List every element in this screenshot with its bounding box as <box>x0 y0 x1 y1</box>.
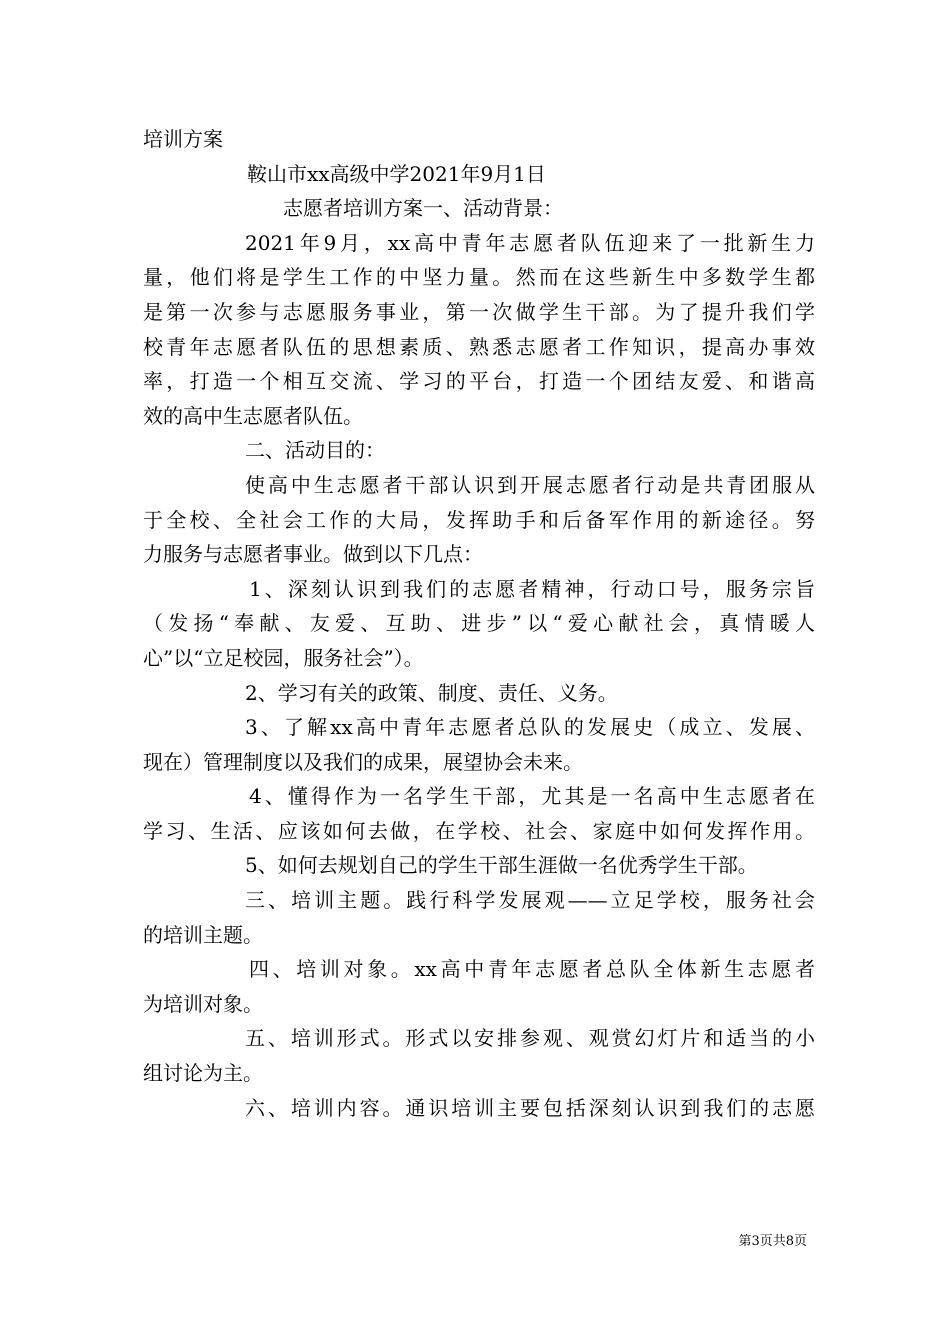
paragraph-line: 率，打造一个相互交流、学习的平台，打造一个团结友爱、和谐高 <box>143 369 815 394</box>
list-item-5: 5、如何去规划自己的学生干部生涯做一名优秀学生干部。 <box>245 853 758 878</box>
paragraph-line: 现在）管理制度以及我们的成果，展望协会未来。 <box>143 749 583 774</box>
paragraph-line: 校青年志愿者队伍的思想素质、熟悉志愿者工作知识，提高办事效 <box>143 334 815 359</box>
section-heading-target: 四、培训对象。xx高中青年志愿者总队全体新生志愿者 <box>249 957 815 982</box>
paragraph-line: 2021年9月，xx高中青年志愿者队伍迎来了一批新生力 <box>245 230 815 255</box>
paragraph-line: 为培训对象。 <box>143 991 263 1016</box>
heading-title: 培训方案 <box>143 127 223 151</box>
section-heading-theme: 三、培训主题。践行科学发展观——立足学校，服务社会 <box>245 888 815 913</box>
paragraph-line: 于全校、全社会工作的大局，发挥助手和后备军作用的新途径。努 <box>143 507 815 532</box>
paragraph-line: 力服务与志愿者事业。做到以下几点： <box>143 542 483 567</box>
paragraph-line: 心”以“立足校园，服务社会”）。 <box>143 645 424 670</box>
page-number: 第3页共8页 <box>738 1234 807 1249</box>
section-heading-format: 五、培训形式。形式以安排参观、观赏幻灯片和适当的小 <box>245 1026 815 1051</box>
list-item-4: 4、懂得作为一名学生干部，尤其是一名高中生志愿者在 <box>249 784 815 809</box>
paragraph-line: 学习、生活、应该如何去做，在学校、社会、家庭中如何发挥作用。 <box>143 818 815 843</box>
list-item-1: 1、深刻认识到我们的志愿者精神，行动口号，服务宗旨 <box>249 576 815 601</box>
document-body <box>143 122 815 1125</box>
paragraph-line: 使高中生志愿者干部认识到开展志愿者行动是共青团服从 <box>245 472 815 497</box>
school-date-line: 鞍山市xx高级中学2021年9月1日 <box>247 161 546 186</box>
paragraph-line: （发扬“奉献、友爱、互助、进步”以“爱心献社会，真情暖人 <box>143 611 815 636</box>
paragraph-line: 的培训主题。 <box>143 922 263 947</box>
list-item-3: 3、了解xx高中青年志愿者总队的发展史（成立、发展、 <box>245 715 815 740</box>
section-heading-background: 志愿者培训方案一、活动背景： <box>283 196 563 221</box>
section-heading-content: 六、培训内容。通识培训主要包括深刻认识到我们的志愿 <box>245 1095 815 1120</box>
list-item-2: 2、学习有关的政策、制度、责任、义务。 <box>245 680 618 705</box>
paragraph-line: 组讨论为主。 <box>143 1061 263 1086</box>
section-heading-purpose: 二、活动目的： <box>245 438 385 463</box>
paragraph-line: 效的高中生志愿者队伍。 <box>143 403 363 428</box>
paragraph-line: 是第一次参与志愿服务事业，第一次做学生干部。为了提升我们学 <box>143 299 815 324</box>
paragraph-line: 量，他们将是学生工作的中坚力量。然而在这些新生中多数学生都 <box>143 265 815 290</box>
